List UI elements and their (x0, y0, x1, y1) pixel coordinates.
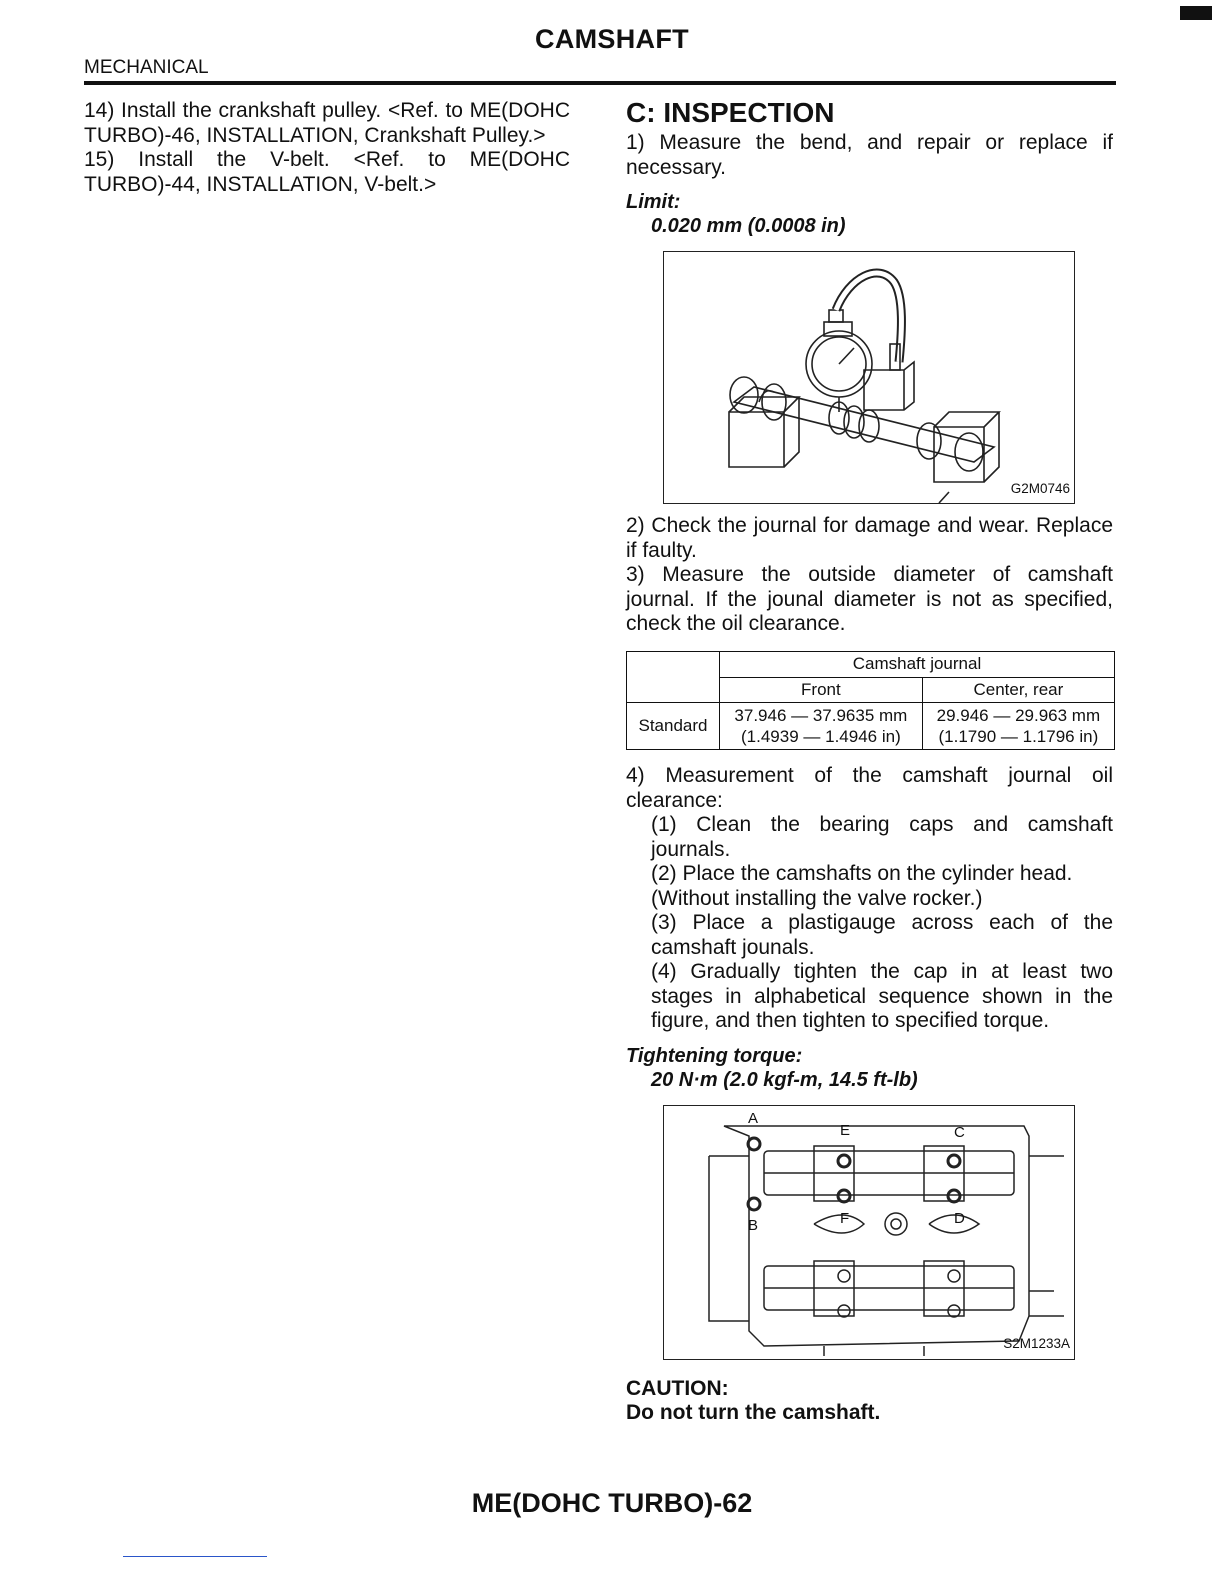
figure-code: G2M0746 (1010, 480, 1070, 496)
figure-code: S2M1233A (1003, 1336, 1070, 1351)
front-mm-value: 37.946 — 37.9635 mm (734, 706, 908, 725)
table-header-front: Front (720, 677, 923, 703)
corner-tab-mark (1180, 6, 1212, 20)
table-corner-cell (627, 651, 720, 703)
figure-bend-measurement (663, 251, 1075, 504)
substep-4: (4) Gradually tighten the cap in at least two stages in alphabetical sequence shown in the figure, and then tighten to specified torque. (651, 960, 1113, 1032)
caution-label: CAUTION: (626, 1376, 729, 1400)
sequence-label-f: F (840, 1209, 850, 1227)
figure-cap-tightening-sequence (663, 1105, 1075, 1360)
limit-value: 0.020 mm (0.0008 in) (651, 215, 846, 237)
right-column (626, 96, 1113, 1426)
header-divider (84, 81, 1116, 85)
left-column (84, 99, 570, 197)
sequence-label-b: B (748, 1216, 759, 1234)
footer-link-underline (123, 1556, 267, 1557)
substep-2-note: (Without installing the valve rocker.) (651, 886, 983, 910)
table-cell-center-rear (922, 703, 1114, 750)
front-in-value: (1.4939 — 1.4946 in) (741, 727, 901, 746)
table-group-header: Camshaft journal (720, 651, 1115, 677)
sequence-label-d: D (954, 1209, 965, 1227)
step-15: 15) Install the V-belt. <Ref. to ME(DOHC TURBO)-44, INSTALLATION, V-belt.> (84, 148, 570, 196)
sequence-label-c: C (954, 1123, 965, 1141)
journal-spec-table (626, 651, 1115, 751)
caution-text: Do not turn the camshaft. (626, 1401, 881, 1424)
table-cell-front (720, 703, 923, 750)
section-label: MECHANICAL (84, 57, 209, 78)
limit-label: Limit: (626, 191, 681, 213)
substep-1: (1) Clean the bearing caps and camshaft journals. (651, 813, 1113, 861)
page-title: CAMSHAFT (535, 24, 689, 54)
sequence-label-e: E (840, 1121, 851, 1139)
cylinder-head-illustration (664, 1106, 1074, 1359)
inspection-step-4: 4) Measurement of the camshaft journal oil clearance: (626, 764, 1113, 812)
table-row-label: Standard (627, 703, 720, 750)
center-mm-value: 29.946 — 29.963 mm (936, 706, 1101, 725)
section-heading: C: INSPECTION (626, 97, 835, 128)
step-14: 14) Install the crankshaft pulley. <Ref. to ME(DOHC TURBO)-46, INSTALLATION, Crankshaft Pulley.> (84, 99, 570, 147)
page-footer-id: ME(DOHC TURBO)-62 (471, 1488, 753, 1518)
inspection-step-3: 3) Measure the outside diameter of camshaft journal. If the jounal diameter is not as specified, check the oil clearance. (626, 563, 1113, 635)
center-in-value: (1.1790 — 1.1796 in) (938, 727, 1099, 746)
torque-value: 20 N·m (2.0 kgf-m, 14.5 ft-lb) (651, 1068, 918, 1091)
substep-2: (2) Place the camshafts on the cylinder head. (651, 862, 1073, 885)
inspection-step-1: 1) Measure the bend, and repair or replace if necessary. (626, 131, 1113, 179)
dial-gauge-camshaft-illustration (664, 252, 1074, 503)
table-header-center-rear: Center, rear (922, 677, 1114, 703)
inspection-step-2: 2) Check the journal for damage and wear. Replace if faulty. (626, 514, 1113, 562)
torque-label: Tightening torque: (626, 1044, 803, 1067)
substep-3: (3) Place a plastigauge across each of the camshaft jounals. (651, 911, 1113, 959)
sequence-label-a: A (748, 1109, 759, 1127)
